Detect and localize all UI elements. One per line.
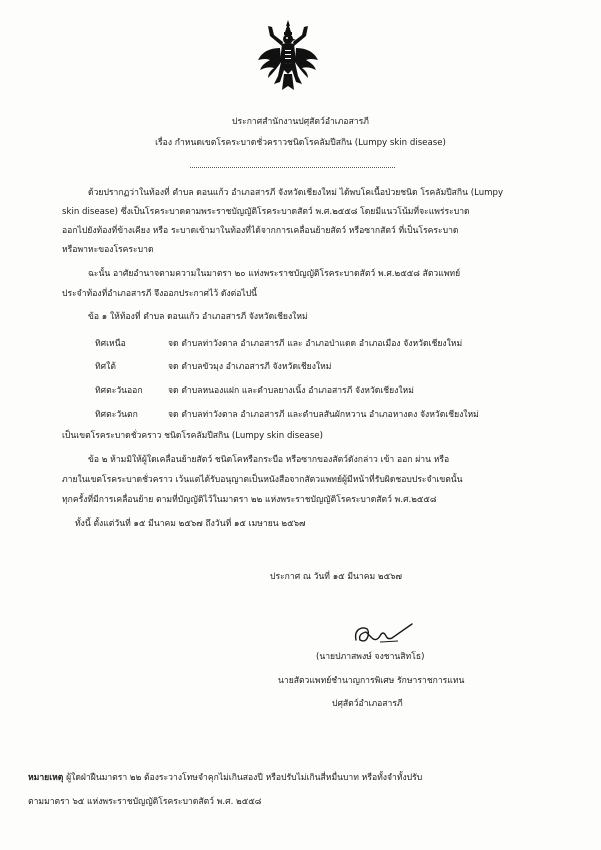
- clause-2-line-1: ข้อ ๒ ห้ามมิให้ผู้ใดเคลื่อนย้ายสัตว์ ชนิดโคหรือกระบือ หรือซากของสัตว์ดังกล่าว เข้า ออก ผ่าน หรือ: [88, 455, 450, 465]
- clause-2-line-3: ทุกครั้งที่มีการเคลื่อนย้าย ตามที่บัญญัติไว้ในมาตรา ๒๒ แห่งพระราชบัญญัติโรคระบาดสัตว์ พ.ศ.๒๕๕๘: [62, 495, 437, 505]
- authority-line-2: ประจำท้องที่อำเภอสารภี จึงออกประกาศไว้ ดังต่อไปนี้: [62, 289, 258, 299]
- subject-title: เรื่อง กำหนดเขตโรคระบาดชั่วคราวชนิดโรคลัมปีสกิน (Lumpy skin disease): [155, 138, 446, 148]
- intro-line-1: ด้วยปรากฏว่าในท้องที่ ตำบล ดอนแก้ว อำเภอสารภี จังหวัดเชียงใหม่ ได้พบโคเนื้อป่วยชนิด โรคลัมปีสกิน (Lumpy: [88, 188, 504, 198]
- intro-line-4: หรือพาหะของโรคระบาด: [62, 245, 154, 255]
- direction-label: ทิศเหนือ: [95, 339, 126, 349]
- intro-line-2: skin disease) ซึ่งเป็นโรคระบาดตามพระราชบัญญัติโรคระบาดสัตว์ พ.ศ.๒๕๕๘ โดยมีแนวโน้มที่จะแพร่ระบาด: [62, 207, 470, 217]
- intro-line-3: ออกไปยังท้องที่ข้างเคียง หรือ ระบาดเข้ามาในท้องที่ได้จากการเคลื่อนย้ายสัตว์ หรือซากสัตว์ ที่เป็นโรคระบาด: [62, 226, 459, 236]
- authority-line-1: ฉะนั้น อาศัยอำนาจตามความในมาตรา ๒๐ แห่งพระราชบัญญัติโรคระบาดสัตว์ พ.ศ.๒๕๕๘ สัตวแพทย์: [88, 269, 461, 279]
- direction-text: จด ตำบลท่าวังตาล อำเภอสารภี และตำบลสันผักหวาน อำเภอหางดง จังหวัดเชียงใหม่: [168, 410, 479, 420]
- clause-2-line-2: ภายในเขตโรคระบาดชั่วคราว เว้นแต่ได้รับอนุญาตเป็นหนังสือจากสัตวแพทย์ผู้มีหน้าที่รับผิดชอบประจำเขตนั้น: [62, 475, 463, 485]
- signatory-position-2: ปศุสัตว์อำเภอสารภี: [332, 699, 403, 709]
- direction-text: จด ตำบลขัวมุง อำเภอสารภี จังหวัดเชียงใหม่: [168, 362, 332, 372]
- clause-1-closing: เป็นเขตโรคระบาดชั่วคราว ชนิดโรคลัมปีสกิน (Lumpy skin disease): [62, 431, 323, 441]
- signatory-name: (นายปภาสพงษ์ จงชานสิทโธ): [316, 652, 425, 662]
- clause-1-intro: ข้อ ๑ ให้ท้องที่ ตำบล ดอนแก้ว อำเภอสารภี จังหวัดเชียงใหม่: [88, 312, 308, 322]
- announcement-date: ประกาศ ณ วันที่ ๑๕ มีนาคม ๒๕๖๗: [270, 572, 402, 582]
- note-label: หมายเหตุ: [28, 773, 64, 783]
- effective-period: ทั้งนี้ ตั้งแต่วันที่ ๑๕ มีนาคม ๒๕๖๗ ถึงวันที่ ๑๕ เมษายน ๒๕๖๗: [75, 519, 306, 529]
- note-line-1: [28, 772, 422, 784]
- direction-label: ทิศใต้: [95, 362, 116, 372]
- handwritten-signature-icon: [350, 618, 422, 648]
- signatory-position-1: นายสัตวแพทย์ชำนาญการพิเศษ รักษาราชการแทน: [278, 676, 465, 686]
- note-line-2: ตามมาตรา ๖๕ แห่งพระราชบัญญัติโรคระบาดสัตว์ พ.ศ. ๒๕๕๘: [28, 797, 262, 807]
- direction-text: จด ตำบลหนองแฝก และตำบลยางเนิ้ง อำเภอสารภี จังหวัดเชียงใหม่: [168, 386, 414, 396]
- header-divider: [190, 167, 395, 168]
- note-text: ผู้ใดฝ่าฝืนมาตรา ๒๒ ต้องระวางโทษจำคุกไม่เกินสองปี หรือปรับไม่เกินสี่หมื่นบาท หรือทั้งจำทั้งปรับ: [63, 773, 423, 783]
- direction-label: ทิศตะวันออก: [95, 386, 143, 396]
- direction-label: ทิศตะวันตก: [95, 410, 138, 420]
- garuda-emblem-icon: [256, 18, 320, 92]
- direction-text: จด ตำบลท่าวังตาล อำเภอสารภี และ อำเภอป่าแดด อำเภอเมือง จังหวัดเชียงใหม่: [168, 339, 463, 349]
- office-title: ประกาศสำนักงานปศุสัตว์อำเภอสารภี: [232, 117, 369, 127]
